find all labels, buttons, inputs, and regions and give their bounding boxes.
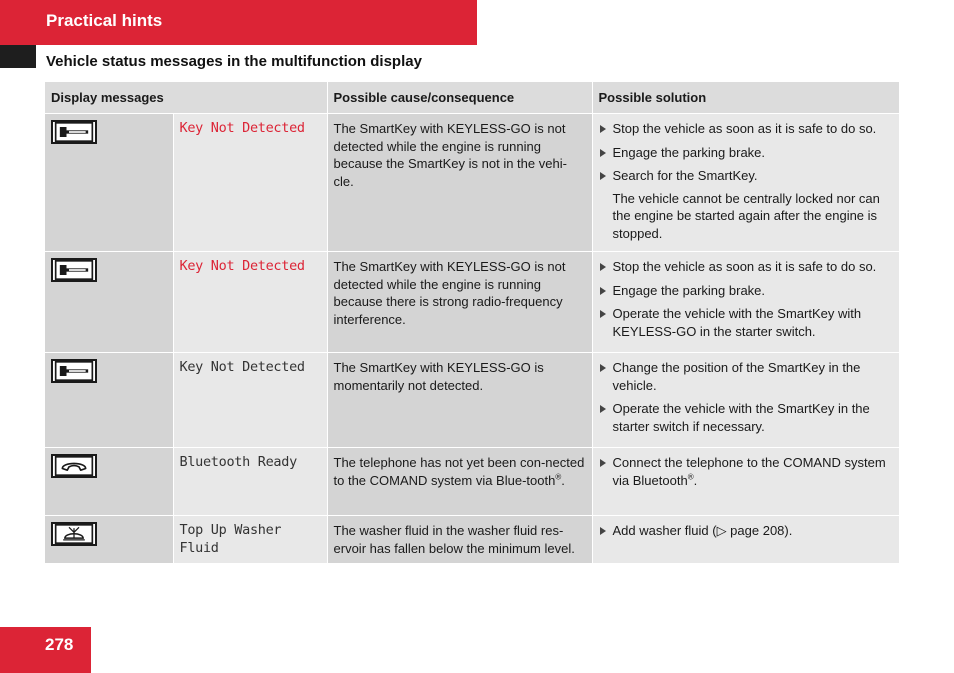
display-message (173, 353, 327, 448)
table-row (45, 448, 899, 516)
table-row (45, 516, 899, 564)
message-text: Top Up Washer Fluid (179, 522, 282, 556)
solution-step: Search for the SmartKey. (599, 167, 893, 185)
message-text: Key Not Detected (179, 258, 305, 274)
solution-cell (592, 516, 899, 564)
icon-cell (45, 448, 173, 516)
cause-cell: The washer fluid in the washer fluid res-ervoir has fallen below the minimum level. (327, 516, 592, 564)
cause-end: . (561, 472, 565, 488)
message-text: Bluetooth Ready (179, 454, 297, 470)
display-message (173, 448, 327, 516)
registered-mark: ® (555, 472, 562, 482)
washer-fluid-icon (51, 522, 97, 546)
column-header-cause: Possible cause/consequence (327, 82, 592, 114)
column-header-display-messages: Display messages (45, 82, 327, 114)
side-tab-marker (0, 45, 36, 68)
solution-end: . (693, 472, 698, 488)
icon-cell (45, 252, 173, 353)
icon-cell (45, 516, 173, 564)
table-header-row (45, 82, 899, 114)
table-row (45, 114, 899, 252)
message-text: Key Not Detected (179, 359, 305, 375)
solution-cell (592, 353, 899, 448)
solution-step: Stop the vehicle as soon as it is safe to do so. (599, 120, 893, 138)
page-header-title: Practical hints (46, 11, 163, 30)
table-row (45, 353, 899, 448)
table-row (45, 252, 899, 353)
solution-cell (592, 114, 899, 252)
status-messages-table (45, 82, 900, 564)
solution-cell (592, 252, 899, 353)
key-icon (51, 359, 97, 383)
solution-cell (592, 448, 899, 516)
page-number: 278 (45, 635, 74, 654)
column-header-solution: Possible solution (592, 82, 899, 114)
section-title: Vehicle status messages in the multifunction display (46, 53, 422, 70)
cause-text: The telephone has not yet been con-nected to the COMAND system via Blue-tooth (333, 455, 585, 488)
cause-cell: The SmartKey with KEYLESS-GO is not detected while the engine is running because the SmartKey is not in the vehi-cle. (327, 114, 592, 252)
solution-step: Operate the vehicle with the SmartKey in the starter switch if necessary. (599, 400, 893, 435)
icon-cell (45, 114, 173, 252)
key-icon (51, 120, 97, 144)
display-message (173, 516, 327, 564)
registered-mark: ® (687, 472, 694, 482)
solution-step: Stop the vehicle as soon as it is safe to do so. (599, 258, 893, 276)
solution-step: Add washer fluid (▷ page 208). (599, 522, 893, 540)
key-icon (51, 258, 97, 282)
telephone-icon (51, 454, 97, 478)
display-message (173, 114, 327, 252)
solution-note: The vehicle cannot be centrally locked nor can the engine be started again after the engine is stopped. (612, 190, 880, 241)
solution-text: Connect the telephone to the COMAND system via Bluetooth (612, 455, 886, 488)
display-message (173, 252, 327, 353)
cause-cell (327, 448, 592, 516)
message-text: Key Not Detected (179, 120, 305, 136)
cause-cell: The SmartKey with KEYLESS-GO is not detected while the engine is running because there is strong radio-frequency interference. (327, 252, 592, 353)
solution-step: Engage the parking brake. (599, 144, 893, 162)
icon-cell (45, 353, 173, 448)
solution-step: Engage the parking brake. (599, 282, 893, 300)
solution-step: Change the position of the SmartKey in the vehicle. (599, 359, 893, 394)
cause-cell: The SmartKey with KEYLESS-GO is momentarily not detected. (327, 353, 592, 448)
solution-step: Operate the vehicle with the SmartKey with KEYLESS-GO in the starter switch. (599, 305, 893, 340)
solution-step (599, 454, 893, 489)
